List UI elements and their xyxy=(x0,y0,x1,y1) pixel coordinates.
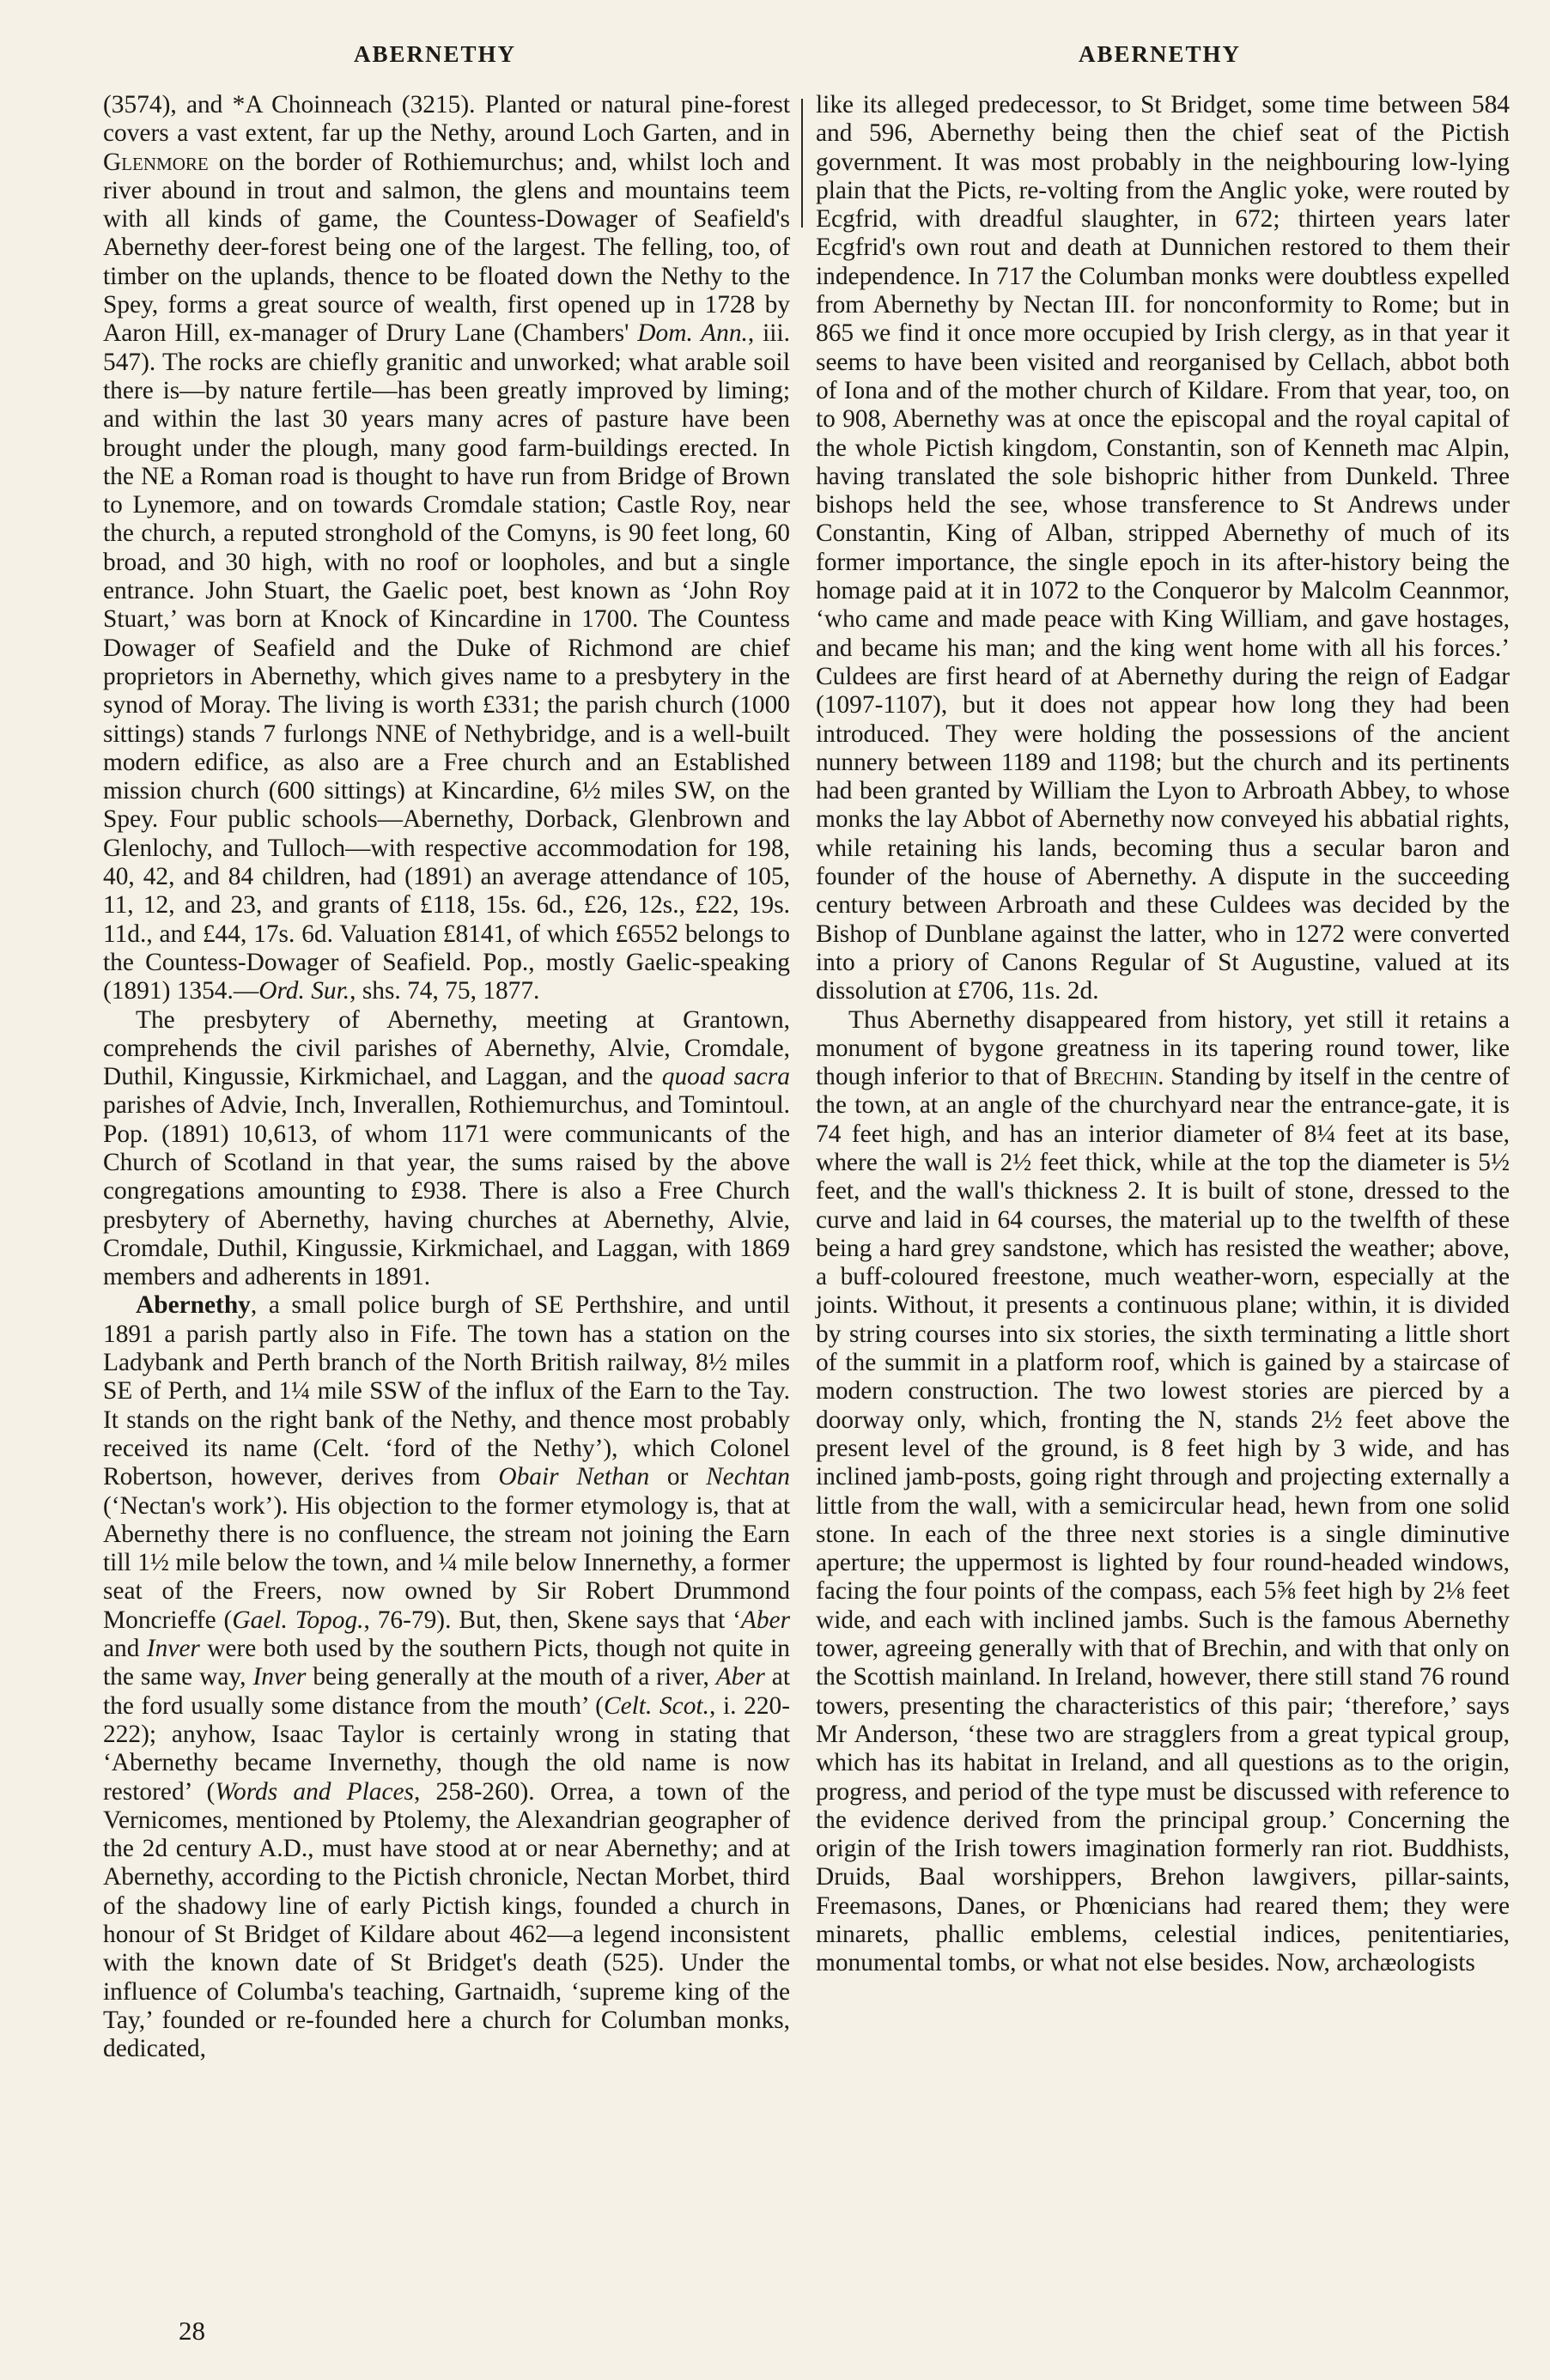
text-run: at the ford usually some distance from the mouth’ ( xyxy=(103,1663,790,1720)
italic-term: quoad sacra xyxy=(661,1063,790,1091)
cross-reference: Glenmore xyxy=(103,148,209,176)
text-run: , 76-79). But, then, Skene says that ‘ xyxy=(363,1606,741,1634)
italic-term: Nechtan xyxy=(706,1463,791,1491)
italic-term: Inver xyxy=(252,1663,307,1691)
paragraph xyxy=(103,91,790,1006)
paragraph xyxy=(103,1006,790,1292)
running-header-left: ABERNETHY xyxy=(354,41,517,67)
text-run: , 258-260). Orrea, a town of the Vernicomes, mentioned by Ptolemy, the Alexandrian geographer of the 2d century A.D., must have stood at or near Abernethy; and at Abernethy, according to the Pictish chronicle, Nectan Morbet, third of the shadowy line of early Pictish kings, founded a church in honour of St Bridget of Kildare about 462—a legend inconsistent with the known date of St Bridget's death (525). Under the influence of Columba's teaching, Gartnaidh, ‘supreme king of the Tay,’ founded or re-founded here a church for Columban monks, dedicated, xyxy=(103,1777,790,2063)
italic-term: Aber xyxy=(715,1663,765,1691)
entry-headword: Abernethy xyxy=(136,1291,251,1320)
right-column xyxy=(816,91,1510,1978)
text-run: , iii. 547). The rocks are chiefly granitic and unworked; what arable soil there is—by nature fertile—has been greatly improved by liming; and within the last 30 years many acres of pasture have been brought under the plough, many good farm-buildings erected. In the NE a Roman road is thought to have run from Bridge of Brown to Lynemore, and on towards Cromdale station; Castle Roy, near the church, a reputed stronghold of the Comyns, is 90 feet long, 60 broad, and 30 high, with no roof or loopholes, and but a single entrance. John Stuart, the Gaelic poet, best known as ‘John Roy Stuart,’ was born at Knock of Kincardine in 1700. The Countess Dowager of Seafield and the Duke of Richmond are chief proprietors in Abernethy, which gives name to a presbytery in the synod of Moray. The living is worth £331; the parish church (1000 sittings) stands 7 furlongs NNE of Nethybridge, and is a well-built modern edifice, as also are a Free church and an Established mission church (600 sittings) at Kincardine, 6½ miles SW, on the Spey. Four public schools—Abernethy, Dorback, Glenbrown and Glenlochy, and Tulloch—with respective accommodation for 198, 40, 42, and 84 children, had (1891) an average attendance of 105, 11, 12, and 23, and grants of £118, 15s. 6d., £26, 12s., £22, 19s. 11d., and £44, 17s. 6d. Valuation £8141, of which £6552 belongs to the Countess-Dowager of Seafield. Pop., mostly Gaelic-speaking (1891) 1354.— xyxy=(103,319,790,1005)
text-run: , shs. 74, 75, 1877. xyxy=(350,977,540,1005)
citation: Words and Places xyxy=(215,1777,414,1806)
text-run: . Standing by itself in the centre of the town, at an angle of the churchyard near the entrance-gate, it is 74 feet high, and has an interior diameter of 8¼ feet at its base, where the wall is 2½ feet thick, while at the top the diameter is 5½ feet, and the wall's thickness 2. It is built of stone, dressed to the curve and laid in 64 courses, the material up to the twelfth of these being a hard grey sandstone, which has resisted the weather; above, a buff-coloured freestone, much weather-worn, especially at the joints. Without, it presents a continuous plane; within, it is divided by string courses into six stories, the sixth terminating a little short of the summit in a platform roof, which is gained by a staircase of modern construction. The two lowest stories are pierced by a doorway only, which, fronting the N, stands 2½ feet above the present level of the ground, is 8 feet high by 3 wide, and has inclined jamb-posts, going right through and projecting externally a little from the wall, with a semicircular head, hewn from one solid stone. In each of the three next stories is a single diminutive aperture; the uppermost is lighted by four round-headed windows, facing the four points of the compass, each 5⅝ feet high by 2⅛ feet wide, and each with inclined jambs. Such is the famous Abernethy tower, agreeing generally with that of Brechin, and with that only on the Scottish mainland. In Ireland, however, there still stand 76 round towers, presenting the characteristics of this pair; ‘therefore,’ says Mr Anderson, ‘these two are stragglers from a great typical group, which has its habitat in Ireland, and all questions as to the origin, progress, and period of the type must be discussed with reference to the evidence derived from the principal group.’ Concerning the origin of the Irish towers imagination formerly ran riot. Buddhists, Druids, Baal worshippers, Brehon lawgivers, pillar-saints, Freemasons, Danes, or Phœnicians had reared them; they were minarets, phallic emblems, celestial indices, penitentiaries, monumental tombs, or what not else besides. Now, archæologists xyxy=(816,1063,1510,1977)
text-run: or xyxy=(649,1463,707,1491)
italic-term: Aber xyxy=(740,1606,791,1634)
text-run: parishes of Advie, Inch, Inverallen, Rothiemurchus, and Tomintoul. Pop. (1891) 10,613, of whom 1171 were communicants of the Church of Scotland in that year, the sums raised by the above congregations amounting to £938. There is also a Free Church presbytery of Abernethy, having churches at Abernethy, Alvie, Cromdale, Duthil, Kingussie, Kirkmichael, and Laggan, with 1869 members and adherents in 1891. xyxy=(103,1091,790,1291)
citation: Celt. Scot. xyxy=(603,1691,709,1720)
entry-paragraph xyxy=(103,1291,790,2063)
citation: Dom. Ann. xyxy=(637,319,748,348)
page-number: 28 xyxy=(179,2316,205,2346)
text-run: The presbytery of Abernethy, meeting at Grantown, comprehends the civil parishes of Abernethy, Alvie, Cromdale, Duthil, Kingussie, Kirkmichael, and Laggan, and the xyxy=(103,1005,790,1091)
text-run: (‘Nectan's work’). His objection to the former etymology is, that at Abernethy there is no confluence, the stream not joining the Earn till 1½ mile below the town, and ¼ mile below Innernethy, a former seat of the Freers, now owned by Sir Robert Drummond Moncrieffe ( xyxy=(103,1491,790,1634)
left-column xyxy=(103,91,790,2063)
column-divider xyxy=(801,99,803,228)
text-run: , i. 220-222); anyhow, Isaac Taylor is certainly wrong in stating that ‘Abernethy became Invernethy, though the old name is now restored’ ( xyxy=(103,1691,791,1806)
paragraph xyxy=(816,1006,1510,1978)
citation: Gael. Topog. xyxy=(232,1606,364,1634)
text-run: were both used by the southern Picts, though not quite in the same way, xyxy=(103,1635,790,1691)
text-run: on the border of Rothiemurchus; and, whilst loch and river abound in trout and salmon, the glens and mountains teem with all kinds of game, the Countess-Dowager of Seafield's Abernethy deer-forest being one of the largest. The felling, too, of timber on the uplands, thence to be floated down the Nethy to the Spey, forms a great source of wealth, first opened up in 1728 by Aaron Hill, ex-manager of Drury Lane (Chambers' xyxy=(103,148,790,348)
italic-term: Inver xyxy=(146,1635,200,1663)
citation: Ord. Sur. xyxy=(258,977,350,1005)
text-run: and xyxy=(103,1635,147,1663)
text-run: being generally at the mouth of a river, xyxy=(306,1663,716,1691)
cross-reference: Brechin xyxy=(1073,1063,1158,1091)
text-run: Thus Abernethy disappeared from history, yet still it retains a monument of bygone greatness in its tapering round tower, like though inferior to that of xyxy=(816,1005,1510,1091)
paragraph xyxy=(816,91,1510,1006)
text-run: (3574), and *A Choinneach (3215). Planted or natural pine-forest covers a vast extent, far up the Nethy, around Loch Garten, and in xyxy=(103,91,790,148)
text-run: , a small police burgh of SE Perthshire, and until 1891 a parish partly also in Fife. The town has a station on the Ladybank and Perth branch of the North British railway, 8½ miles SE of Perth, and 1¼ mile SSW of the influx of the Earn to the Tay. It stands on the right bank of the Nethy, and thence most probably received its name (Celt. ‘ford of the Nethy’), which Colonel Robertson, however, derives from xyxy=(103,1291,790,1491)
italic-term: Obair Nethan xyxy=(498,1463,650,1491)
text-run: like its alleged predecessor, to St Bridget, some time between 584 and 596, Abernethy being then the chief seat of the Pictish government. It was most probably in the neighbouring low-lying plain that the Picts, re-volting from the Anglic yoke, were routed by Ecgfrid, with dreadful slaughter, in 672; thirteen years later Ecgfrid's own rout and death at Dunnichen restored to them their independence. In 717 the Columban monks were doubtless expelled from Abernethy by Nectan III. for nonconformity to Rome; but in 865 we find it once more occupied by Irish clergy, as in that year it seems to have been visited and reorganised by Cellach, abbot both of Iona and of the mother church of Kildare. From that year, too, on to 908, Abernethy was at once the episcopal and the royal capital of the whole Pictish kingdom, Constantin, son of Kenneth mac Alpin, having translated the sole bishopric hither from Dunkeld. Three bishops held the see, whose transference to St Andrews under Constantin, King of Alban, stripped Abernethy of much of its former importance, the single epoch in its after-history being the homage paid at it in 1072 to the Conqueror by Malcolm Ceannmor, ‘who came and made peace with King William, and gave hostages, and became his man; and the king went home with all his forces.’ Culdees are first heard of at Abernethy during the reign of Eadgar (1097-1107), but it does not appear how long they had been introduced. They were holding the possessions of the ancient nunnery between 1189 and 1198; but the church and its pertinents had been granted by William the Lyon to Arbroath Abbey, to whose monks the lay Abbot of Abernethy now conveyed his abbatial rights, while retaining his lands, becoming thus a secular baron and founder of the house of Abernethy. A dispute in the succeeding century between Arbroath and these Culdees was decided by the Bishop of Dunblane against the latter, who in 1272 were converted into a priory of Canons Regular of St Augustine, valued at its dissolution at £706, 11s. 2d. xyxy=(816,91,1510,1005)
running-header-right: ABERNETHY xyxy=(1079,41,1242,67)
